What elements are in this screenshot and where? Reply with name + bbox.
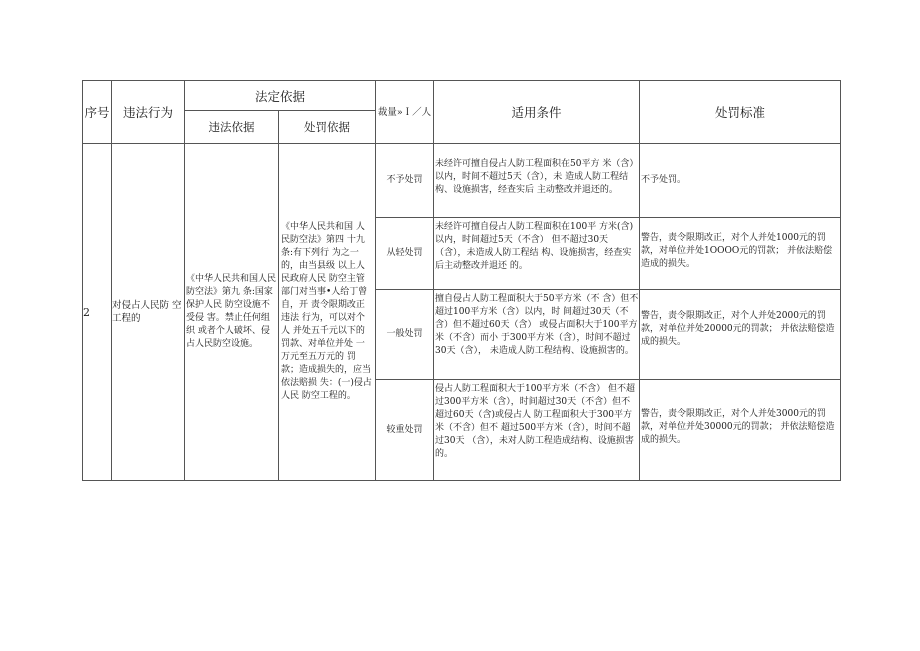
level-3: 较重处罚 — [376, 380, 434, 481]
level-2: 一般处罚 — [376, 290, 434, 380]
standard-3: 警告，责令限期改正，对个人并处3000元的罚款，对单位并处30000元的罚款； 并依法赔偿造成的损失。 — [640, 380, 841, 481]
table-row — [83, 144, 841, 218]
header-standard: 处罚标准 — [640, 81, 841, 144]
level-1: 从轻处罚 — [376, 218, 434, 290]
header-violation-basis: 违法依据 — [185, 111, 279, 144]
condition-1: 未经许可擅自侵占人防工程面积在100平 方米(含)以内，时间超过5天（不含） 但不超过30天（含），未造成人防工程结 构、设施损害，经查实后主动整改并退还 的。 — [434, 218, 640, 290]
header-legal-basis: 法定依据 — [185, 81, 376, 111]
row-violation-basis: 《中华人民共和国人民防空法》第九 条:国家保护人民 防空设施不受侵 害。禁止任何组织 或者个人破坏、侵占人民防空设施。 — [185, 144, 279, 481]
row-seq: 2 — [83, 144, 112, 481]
standard-1: 警告，责令限期改正，对个人并处1000元的罚款，对单位并处1OOOO元的罚款； 并依法赔偿造成的损失。 — [640, 218, 841, 290]
header-conditions: 适用条件 — [434, 81, 640, 144]
header-behavior: 违法行为 — [112, 81, 185, 144]
penalty-table — [82, 80, 841, 481]
condition-3: 侵占人防工程面积大于100平方米（不含） 但不超过300平方米（含），时间超过30天（不含）但不超过60天（含)或侵占人 防工程面积大于300平方米（不含）但不 超过500平方米（含），时间不超过30天 （含），未对人防工程造成结构、设施损害 的。 — [434, 380, 640, 481]
header-penalty-basis: 处罚依据 — [279, 111, 376, 144]
standard-0: 不予处罚。 — [640, 144, 841, 218]
standard-2: 警告，责令限期改正，对个人并处2000元的罚款，对单位并处20000元的罚款； 并依法赔偿造成的损失。 — [640, 290, 841, 380]
level-0: 不予处罚 — [376, 144, 434, 218]
row-behavior: 对侵占人民防 空工程的 — [112, 144, 185, 481]
condition-0: 未经许可擅自侵占人防工程面积在50平方 米（含）以内，时间不超过5天（含），未 造成人防工程结构、设施损害，经查实后 主动整改并退还的。 — [434, 144, 640, 218]
condition-2: 擅自侵占人防工程面积大于50平方米（不 含）但不超过100平方米（含）以内，时 间超过30天（不含）但不超过60天（含） 或侵占面积大于100平方米（不含）而小 于300平方米（含），时间不超过30天（含）， 未造成人防工程结构、设施损害的。 — [434, 290, 640, 380]
header-seq: 序号 — [83, 81, 112, 144]
row-penalty-basis: 《中华人民共和国 人民防空法》第四 十九条:有下列行 为之一的，由当县级 以上人民政府人民 防空主管部门对当事•人给丁曾自，开 责令限期改正违法 行为，可以对个人 并处五千元以下的 罚款、对单位并处 一万元至五万元的 罚款；造成损失的，应当依法赔损 失：(一)侵占人民 防空工程的。 — [279, 144, 376, 481]
header-discretion: 裁量»Ｉ／人 — [376, 81, 434, 144]
